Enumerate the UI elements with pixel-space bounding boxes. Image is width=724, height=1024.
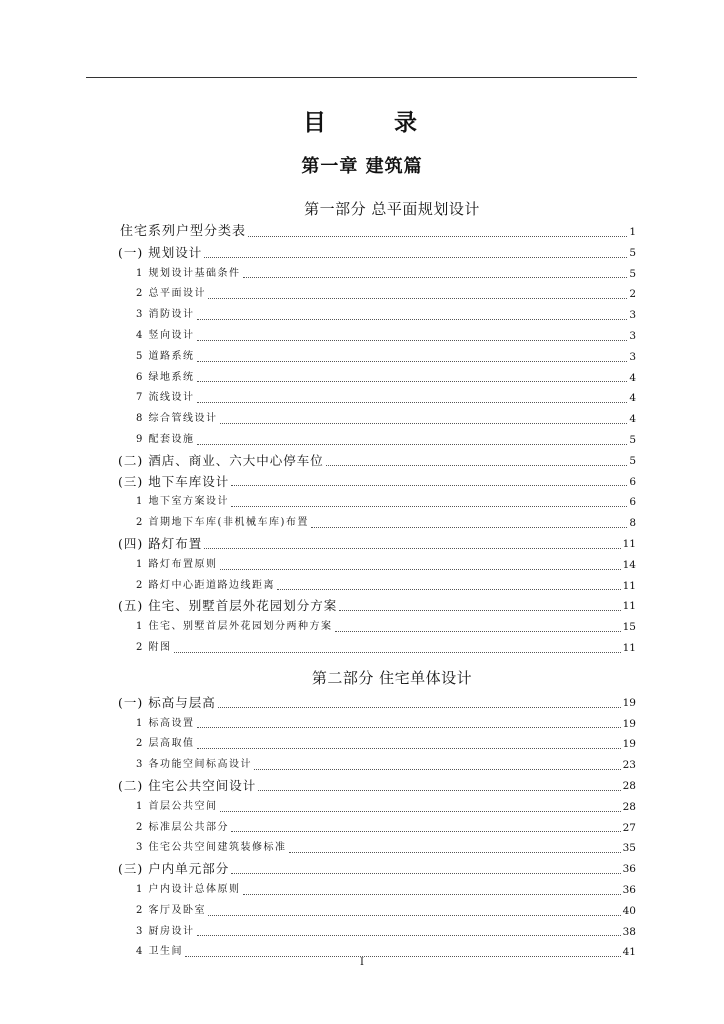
toc-entry-page: 6 <box>629 475 636 488</box>
toc-entry-page: 4 <box>629 413 636 426</box>
dot-leader <box>197 361 628 362</box>
toc-entry[interactable] <box>118 838 636 859</box>
dot-leader <box>197 748 621 749</box>
toc-entry-page: 28 <box>622 779 636 792</box>
dot-leader <box>258 790 620 791</box>
toc-entry-label: 3 住宅公共空间建筑装修标准 <box>136 842 287 854</box>
part-heading: 第一部分 总平面规划设计 <box>304 200 480 218</box>
toc-entry-page: 40 <box>622 904 636 917</box>
dot-leader <box>197 340 628 341</box>
toc-entry-page: 5 <box>629 267 636 280</box>
toc-entry[interactable] <box>118 409 636 430</box>
dot-leader <box>243 894 621 895</box>
toc-entry-page: 38 <box>622 925 636 938</box>
dot-leader <box>339 610 620 611</box>
toc-entry[interactable] <box>118 326 636 347</box>
toc-entry-label: 8 综合管线设计 <box>136 413 218 425</box>
dot-leader <box>204 548 620 549</box>
toc-entry-label: (一) 规划设计 <box>118 244 203 260</box>
dot-leader <box>220 569 621 570</box>
dot-leader <box>197 935 621 936</box>
toc-entry-page: 5 <box>629 454 636 467</box>
dot-leader <box>220 811 621 812</box>
toc-entry-label: 1 首层公共空间 <box>136 800 218 812</box>
toc-entry-page: 6 <box>629 496 636 509</box>
toc-entry-page: 5 <box>629 246 636 259</box>
toc-entry-label: (五) 住宅、别墅首层外花园划分方案 <box>118 598 338 614</box>
dot-leader <box>254 769 621 770</box>
toc-entry-label: (三) 地下车库设计 <box>118 473 230 489</box>
toc-entry[interactable] <box>118 388 636 409</box>
toc-entry-label: (二) 酒店、商业、六大中心停车位 <box>118 452 324 468</box>
toc-entry-page: 23 <box>622 759 636 772</box>
toc-entry-label: 4 卫生间 <box>136 946 184 958</box>
toc-entry[interactable] <box>118 859 636 880</box>
toc-entry-page: 36 <box>622 863 636 876</box>
toc-entry[interactable] <box>118 555 636 576</box>
toc-entry-label: 2 客厅及卧室 <box>136 904 207 916</box>
toc-entry-label: 9 配套设施 <box>136 433 195 445</box>
toc-entry[interactable] <box>118 693 636 714</box>
toc-entry-label: 2 层高取值 <box>136 738 195 750</box>
toc-entry[interactable] <box>118 264 636 285</box>
toc-entry[interactable] <box>118 576 636 597</box>
toc-entry-label: 3 厨房设计 <box>136 925 195 937</box>
toc-entry-page: 3 <box>629 329 636 342</box>
dot-leader <box>204 257 627 258</box>
dot-leader <box>208 915 621 916</box>
table-of-contents <box>118 196 636 963</box>
dot-leader <box>243 277 628 278</box>
toc-entry-label: 2 附图 <box>136 641 172 653</box>
toc-entry-page: 19 <box>622 717 636 730</box>
toc-entry-label: (三) 户内单元部分 <box>118 861 230 877</box>
dot-leader <box>289 852 621 853</box>
toc-entry-page: 19 <box>622 696 636 709</box>
dot-leader <box>335 631 621 632</box>
dot-leader <box>277 589 621 590</box>
toc-entry-page: 11 <box>622 600 636 613</box>
toc-entry-label: 2 首期地下车库(非机械车库)布置 <box>136 517 309 529</box>
dot-leader <box>197 319 628 320</box>
toc-entry-page: 19 <box>622 738 636 751</box>
dot-leader <box>231 506 627 507</box>
dot-leader <box>326 465 628 466</box>
toc-entry-label: 3 消防设计 <box>136 309 195 321</box>
toc-entry[interactable] <box>118 734 636 755</box>
dot-leader <box>220 423 628 424</box>
toc-entry[interactable] <box>118 901 636 922</box>
toc-entry-page: 28 <box>622 800 636 813</box>
dot-leader <box>208 298 627 299</box>
toc-entry-label: 住宅系列户型分类表 <box>120 224 247 239</box>
toc-entry-page: 11 <box>622 641 636 654</box>
toc-entry-label: 1 规划设计基础条件 <box>136 267 241 279</box>
toc-entry-page: 41 <box>622 946 636 959</box>
toc-entry-page: 11 <box>622 579 636 592</box>
toc-entry[interactable] <box>118 755 636 776</box>
toc-entry[interactable] <box>118 347 636 368</box>
dot-leader <box>197 402 628 403</box>
toc-entry-label: (一) 标高与层高 <box>118 694 216 710</box>
toc-entry-label: 1 地下室方案设计 <box>136 496 230 508</box>
toc-entry-label: 7 流线设计 <box>136 392 195 404</box>
toc-entry[interactable] <box>118 534 636 555</box>
toc-entry-page: 3 <box>629 309 636 322</box>
toc-entry-label: 1 户内设计总体原则 <box>136 883 241 895</box>
toc-entry-page: 4 <box>629 392 636 405</box>
toc-entry-label: 4 竖向设计 <box>136 329 195 341</box>
toc-entry[interactable] <box>118 776 636 797</box>
toc-entry[interactable] <box>118 797 636 818</box>
toc-entry-label: (四) 路灯布置 <box>118 535 203 551</box>
toc-entry-label: 1 路灯布置原则 <box>136 558 218 570</box>
toc-entry[interactable] <box>118 513 636 534</box>
dot-leader <box>231 873 620 874</box>
toc-entry[interactable] <box>118 596 636 617</box>
toc-entry[interactable] <box>118 284 636 305</box>
header-rule <box>86 77 637 78</box>
dot-leader <box>197 444 628 445</box>
dot-leader <box>231 831 621 832</box>
toc-entry-page: 14 <box>622 558 636 571</box>
toc-entry-page: 8 <box>629 517 636 530</box>
dot-leader <box>174 652 621 653</box>
chapter-heading: 第一章 建筑篇 <box>301 156 423 177</box>
toc-entry-label: 1 标高设置 <box>136 717 195 729</box>
toc-entry-label: 2 标准层公共部分 <box>136 821 230 833</box>
toc-entry[interactable] <box>118 617 636 638</box>
toc-entry-label: 2 总平面设计 <box>136 288 207 300</box>
toc-entry-label: 6 绿地系统 <box>136 371 195 383</box>
toc-entry[interactable] <box>118 451 636 472</box>
toc-entry-page: 2 <box>629 288 636 301</box>
toc-entry-page: 35 <box>622 842 636 855</box>
dot-leader <box>248 236 627 237</box>
toc-entry[interactable] <box>118 305 636 326</box>
toc-entry[interactable] <box>118 430 636 451</box>
toc-entry[interactable] <box>118 714 636 735</box>
toc-entry-page: 1 <box>629 226 636 238</box>
toc-entry-page: 11 <box>622 537 636 550</box>
dot-leader <box>218 707 621 708</box>
toc-entry-page: 4 <box>629 371 636 384</box>
toc-entry[interactable] <box>118 880 636 901</box>
toc-entry[interactable] <box>118 472 636 493</box>
toc-entry[interactable] <box>118 638 636 659</box>
dot-leader <box>197 381 628 382</box>
toc-entry-label: 2 路灯中心距道路边线距离 <box>136 579 276 591</box>
toc-entry[interactable] <box>118 492 636 513</box>
toc-entry-label: 5 道路系统 <box>136 350 195 362</box>
dot-leader <box>197 727 621 728</box>
page-title: 目 录 <box>302 110 447 136</box>
toc-entry-page: 36 <box>622 883 636 896</box>
toc-entry-label: 1 住宅、别墅首层外花园划分两种方案 <box>136 621 333 633</box>
page-number: I <box>360 957 364 968</box>
toc-entry[interactable] <box>118 243 636 264</box>
toc-entry-page: 5 <box>629 433 636 446</box>
toc-entry[interactable] <box>118 818 636 839</box>
toc-entry[interactable] <box>118 222 636 243</box>
toc-entry[interactable] <box>118 368 636 389</box>
toc-entry-page: 15 <box>622 621 636 634</box>
dot-leader <box>311 527 627 528</box>
toc-entry-label: 3 各功能空间标高设计 <box>136 759 253 771</box>
toc-entry-page: 3 <box>629 350 636 363</box>
toc-entry[interactable] <box>118 922 636 943</box>
part-heading: 第二部分 住宅单体设计 <box>311 668 473 687</box>
dot-leader <box>231 485 627 486</box>
toc-entry-page: 27 <box>622 821 636 834</box>
toc-entry-label: (二) 住宅公共空间设计 <box>118 777 257 793</box>
